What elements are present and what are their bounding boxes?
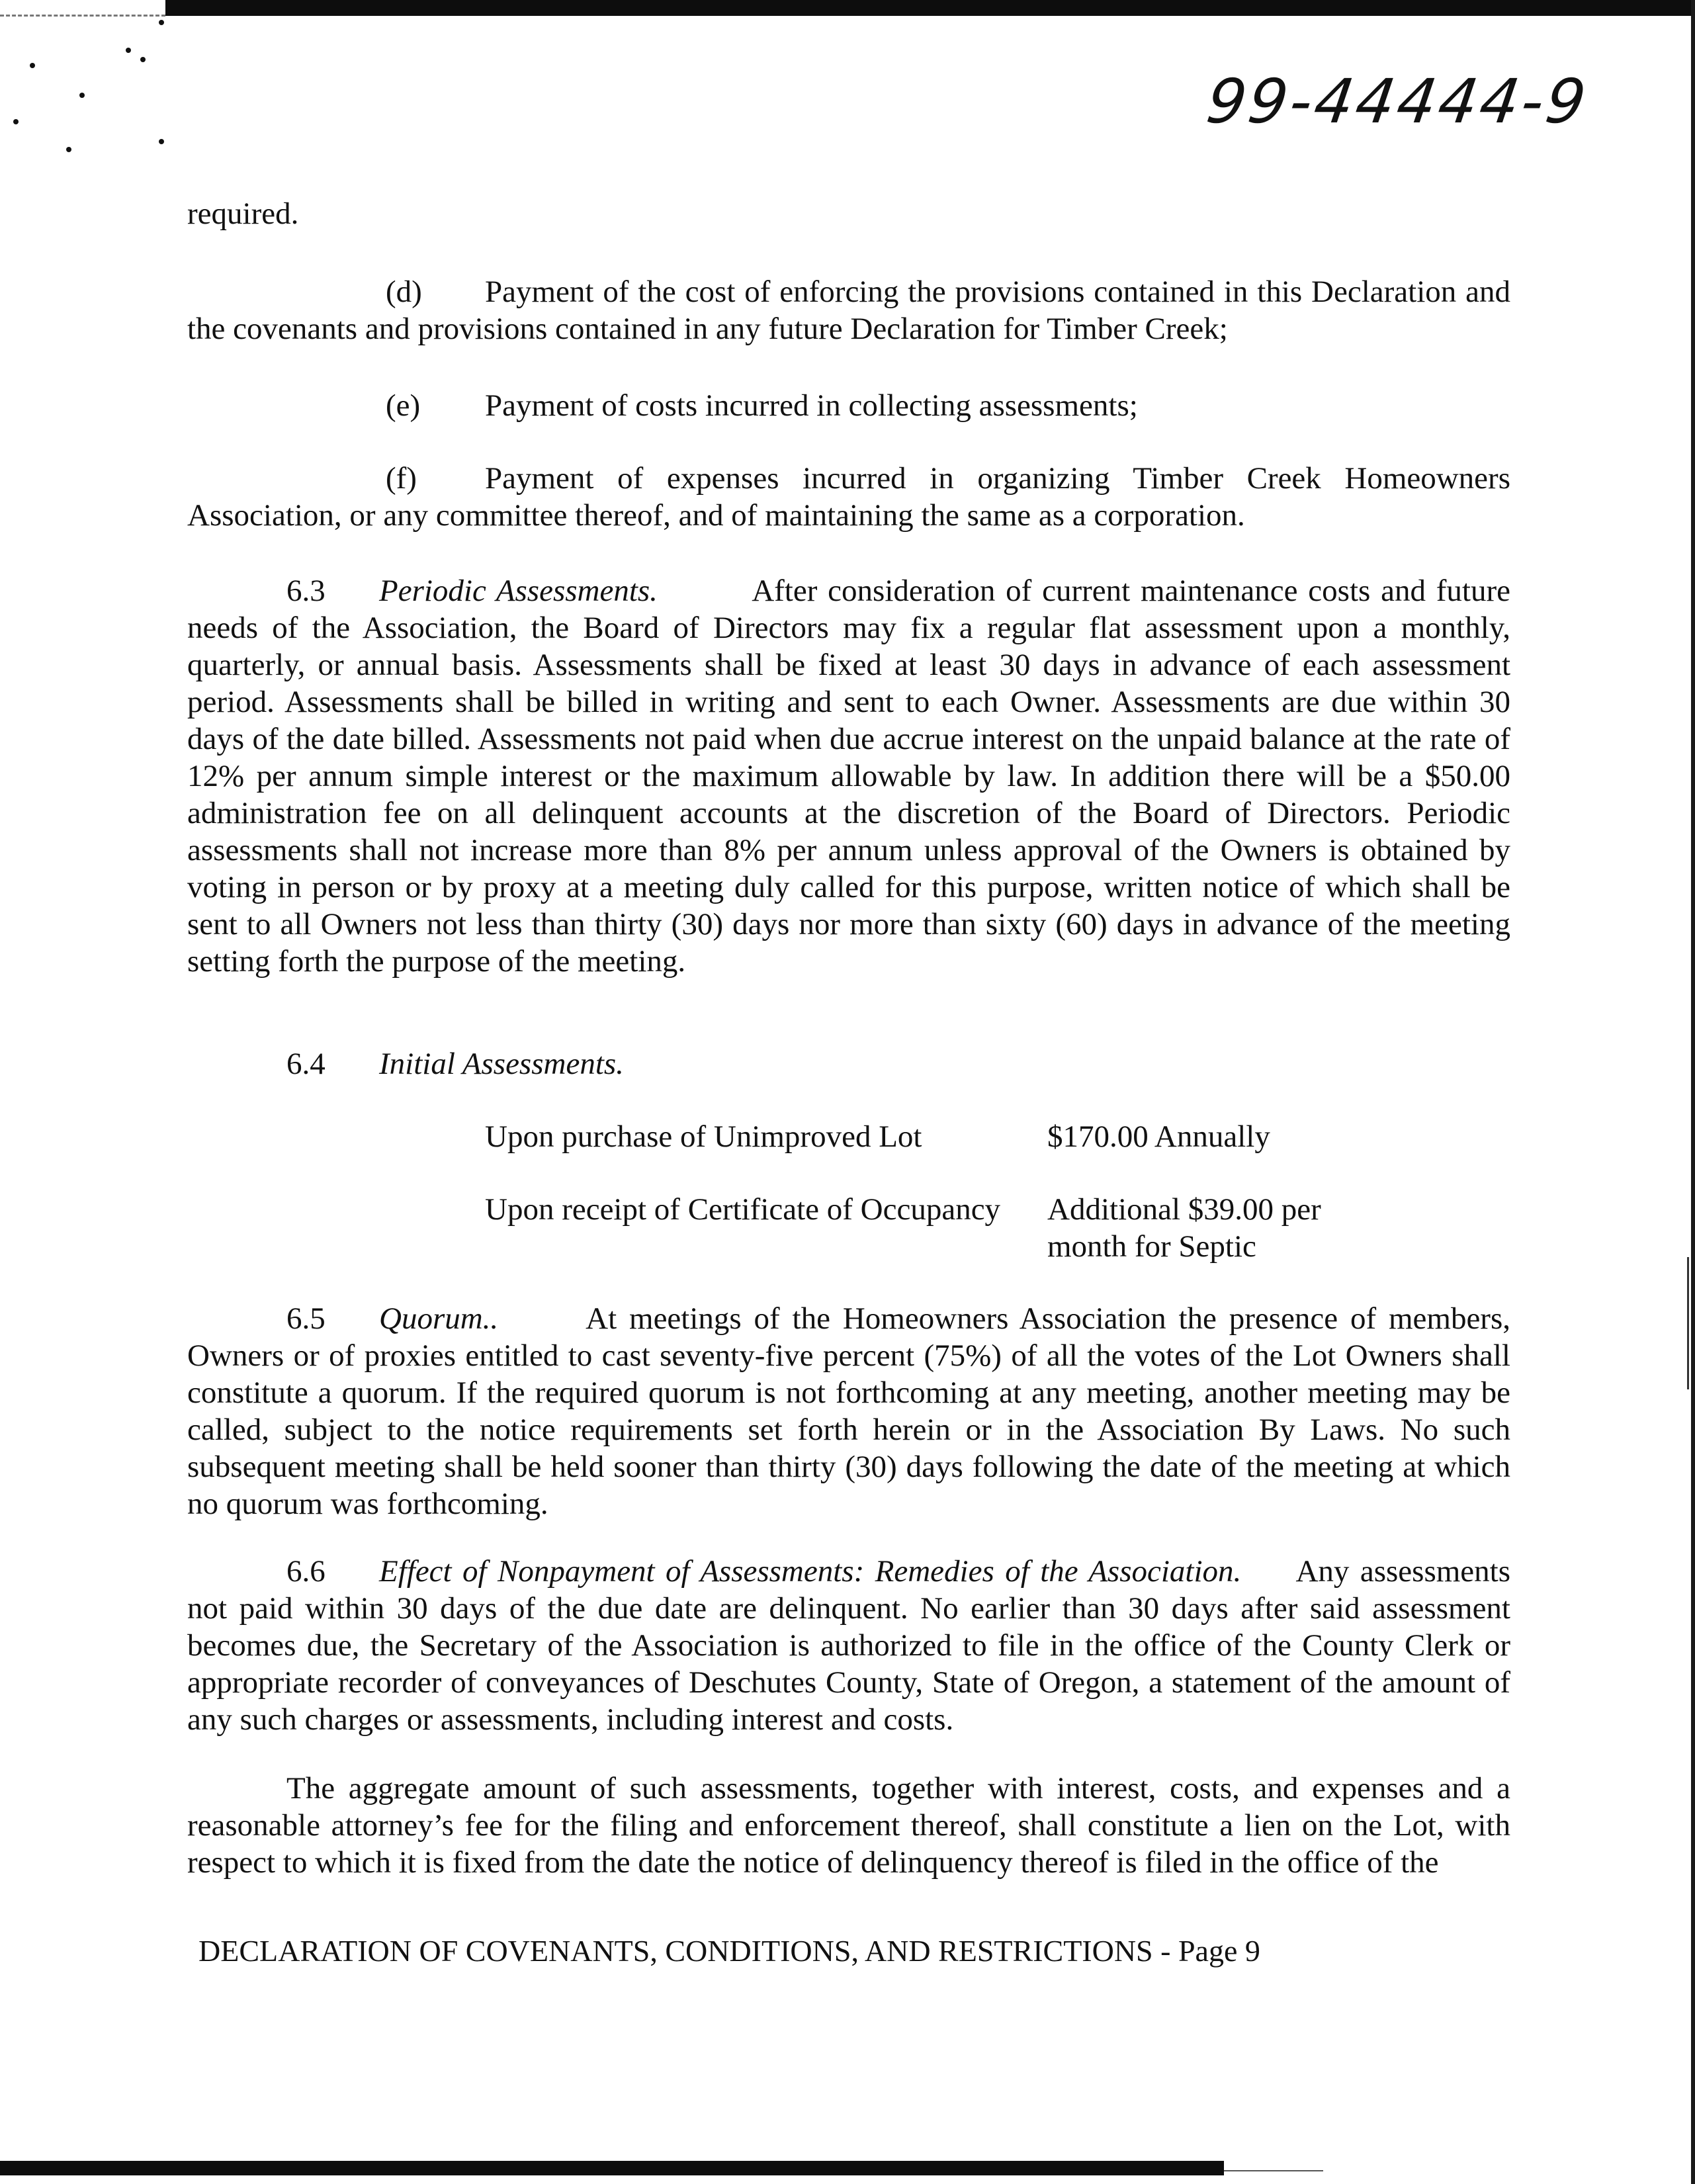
schedule-label: Upon receipt of Certificate of Occupancy — [485, 1192, 1001, 1227]
page-footer: DECLARATION OF COVENANTS, CONDITIONS, AND RESTRICTIONS - Page 9 — [198, 1934, 1260, 1968]
bottom-rule-tail — [1224, 2170, 1323, 2171]
continued-text: required. — [187, 197, 299, 231]
list-item-d — [187, 273, 1510, 347]
section-6-4-heading — [286, 1045, 624, 1082]
section-title: Initial Assessments. — [379, 1047, 624, 1081]
scan-speck — [30, 63, 35, 68]
section-text: At meetings of the Homeowners Association the presence of members, Owners or of proxies entitled to cast seventy-five percent (75%) of all the votes of the Lot Owners shall constitute a quorum. If the required quorum is not forthcoming at any meeting, another meeting may be called, subject to the notice requirements set forth herein or in the Association By Laws. No such subsequent meeting shall be held sooner than thirty (30) days following the date of the meeting at which no quorum was forthcoming. — [187, 1301, 1510, 1521]
section-number: 6.6 — [286, 1554, 326, 1589]
bottom-border-rule — [0, 2161, 1224, 2175]
scan-speck — [13, 119, 19, 124]
section-number: 6.5 — [286, 1301, 326, 1336]
margin-mark — [1687, 1257, 1689, 1389]
schedule-value: Additional $39.00 per month for Septic — [1047, 1192, 1321, 1264]
right-edge-shadow — [1691, 0, 1695, 2184]
section-6-6 — [187, 1553, 1510, 1738]
list-item-e — [187, 387, 1510, 424]
section-text: After consideration of current maintenance costs and future needs of the Association, the Board of Directors may fix a regular flat assessment upon a monthly, quarterly, or annual basis. Assessments shall be fixed at least 30 days in advance of each assessment period. Assessments shall be billed in writing and sent to each Owner. Assessments are due within 30 days of the date billed. Assessments not paid when due accrue interest on the unpaid balance at the rate of 12% per annum simple interest or the maximum allowable by law. In addition there will be a $50.00 administration fee on all delinquent accounts at the discretion of the Board of Directors. Periodic assessments shall not increase more than 8% per annum unless approval of the Owners is obtained by voting in person or by proxy at a meeting duly called for this purpose, written notice of which shall be sent to all Owners not less than thirty (30) days nor more than sixty (60) days in advance of the meeting setting forth the purpose of the meeting. — [187, 574, 1511, 979]
item-label: (e) — [386, 388, 421, 423]
scan-speck — [126, 48, 131, 53]
handwritten-document-number: 99-44444-9 — [1202, 66, 1593, 137]
section-title: Quorum.. — [379, 1301, 499, 1336]
section-6-5 — [187, 1300, 1510, 1522]
item-text: Payment of costs incurred in collecting assessments; — [485, 388, 1138, 423]
item-label: (d) — [386, 275, 422, 309]
scan-speck — [140, 57, 146, 62]
schedule-label: Upon purchase of Unimproved Lot — [485, 1119, 922, 1154]
schedule-value: $170.00 Annually — [1047, 1119, 1270, 1154]
item-text: Payment of expenses incurred in organizing Timber Creek Homeowners Association, or any committee thereof, and of maintaining the same as a corporation. — [187, 461, 1510, 533]
section-number: 6.3 — [286, 574, 326, 608]
top-border-rule — [165, 0, 1695, 16]
list-item-f — [187, 460, 1510, 534]
section-title: Effect of Nonpayment of Assessments: Remedies of the Association. — [379, 1554, 1242, 1589]
section-number: 6.4 — [286, 1047, 326, 1081]
item-label: (f) — [386, 461, 417, 496]
scan-speck — [159, 139, 164, 144]
closing-paragraph: The aggregate amount of such assessments, together with interest, costs, and expenses and a reasonable attorney’s fee for the filing and enforcement thereof, shall constitute a lien on the Lot, with respect to which it is fixed from the date the notice of delinquency thereof is filed in the office of the — [187, 1771, 1510, 1880]
top-dashed-rule — [0, 15, 165, 17]
item-text: Payment of the cost of enforcing the provisions contained in this Declaration and the covenants and provisions contained in any future Declaration for Timber Creek; — [187, 275, 1510, 346]
scan-speck — [159, 20, 164, 25]
scan-speck — [66, 147, 71, 152]
scan-speck — [79, 93, 85, 98]
section-title: Periodic Assessments. — [379, 574, 658, 608]
section-6-3 — [187, 572, 1510, 980]
section-text: Any assessments not paid within 30 days of the due date are delinquent. No earlier than 30 days after said assessment becomes due, the Secretary of the Association is authorized to file in the office of the County Clerk or appropriate recorder of conveyances of Deschutes County, State of Oregon, a statement of the amount of any such charges or assessments, including interest and costs. — [187, 1554, 1511, 1737]
